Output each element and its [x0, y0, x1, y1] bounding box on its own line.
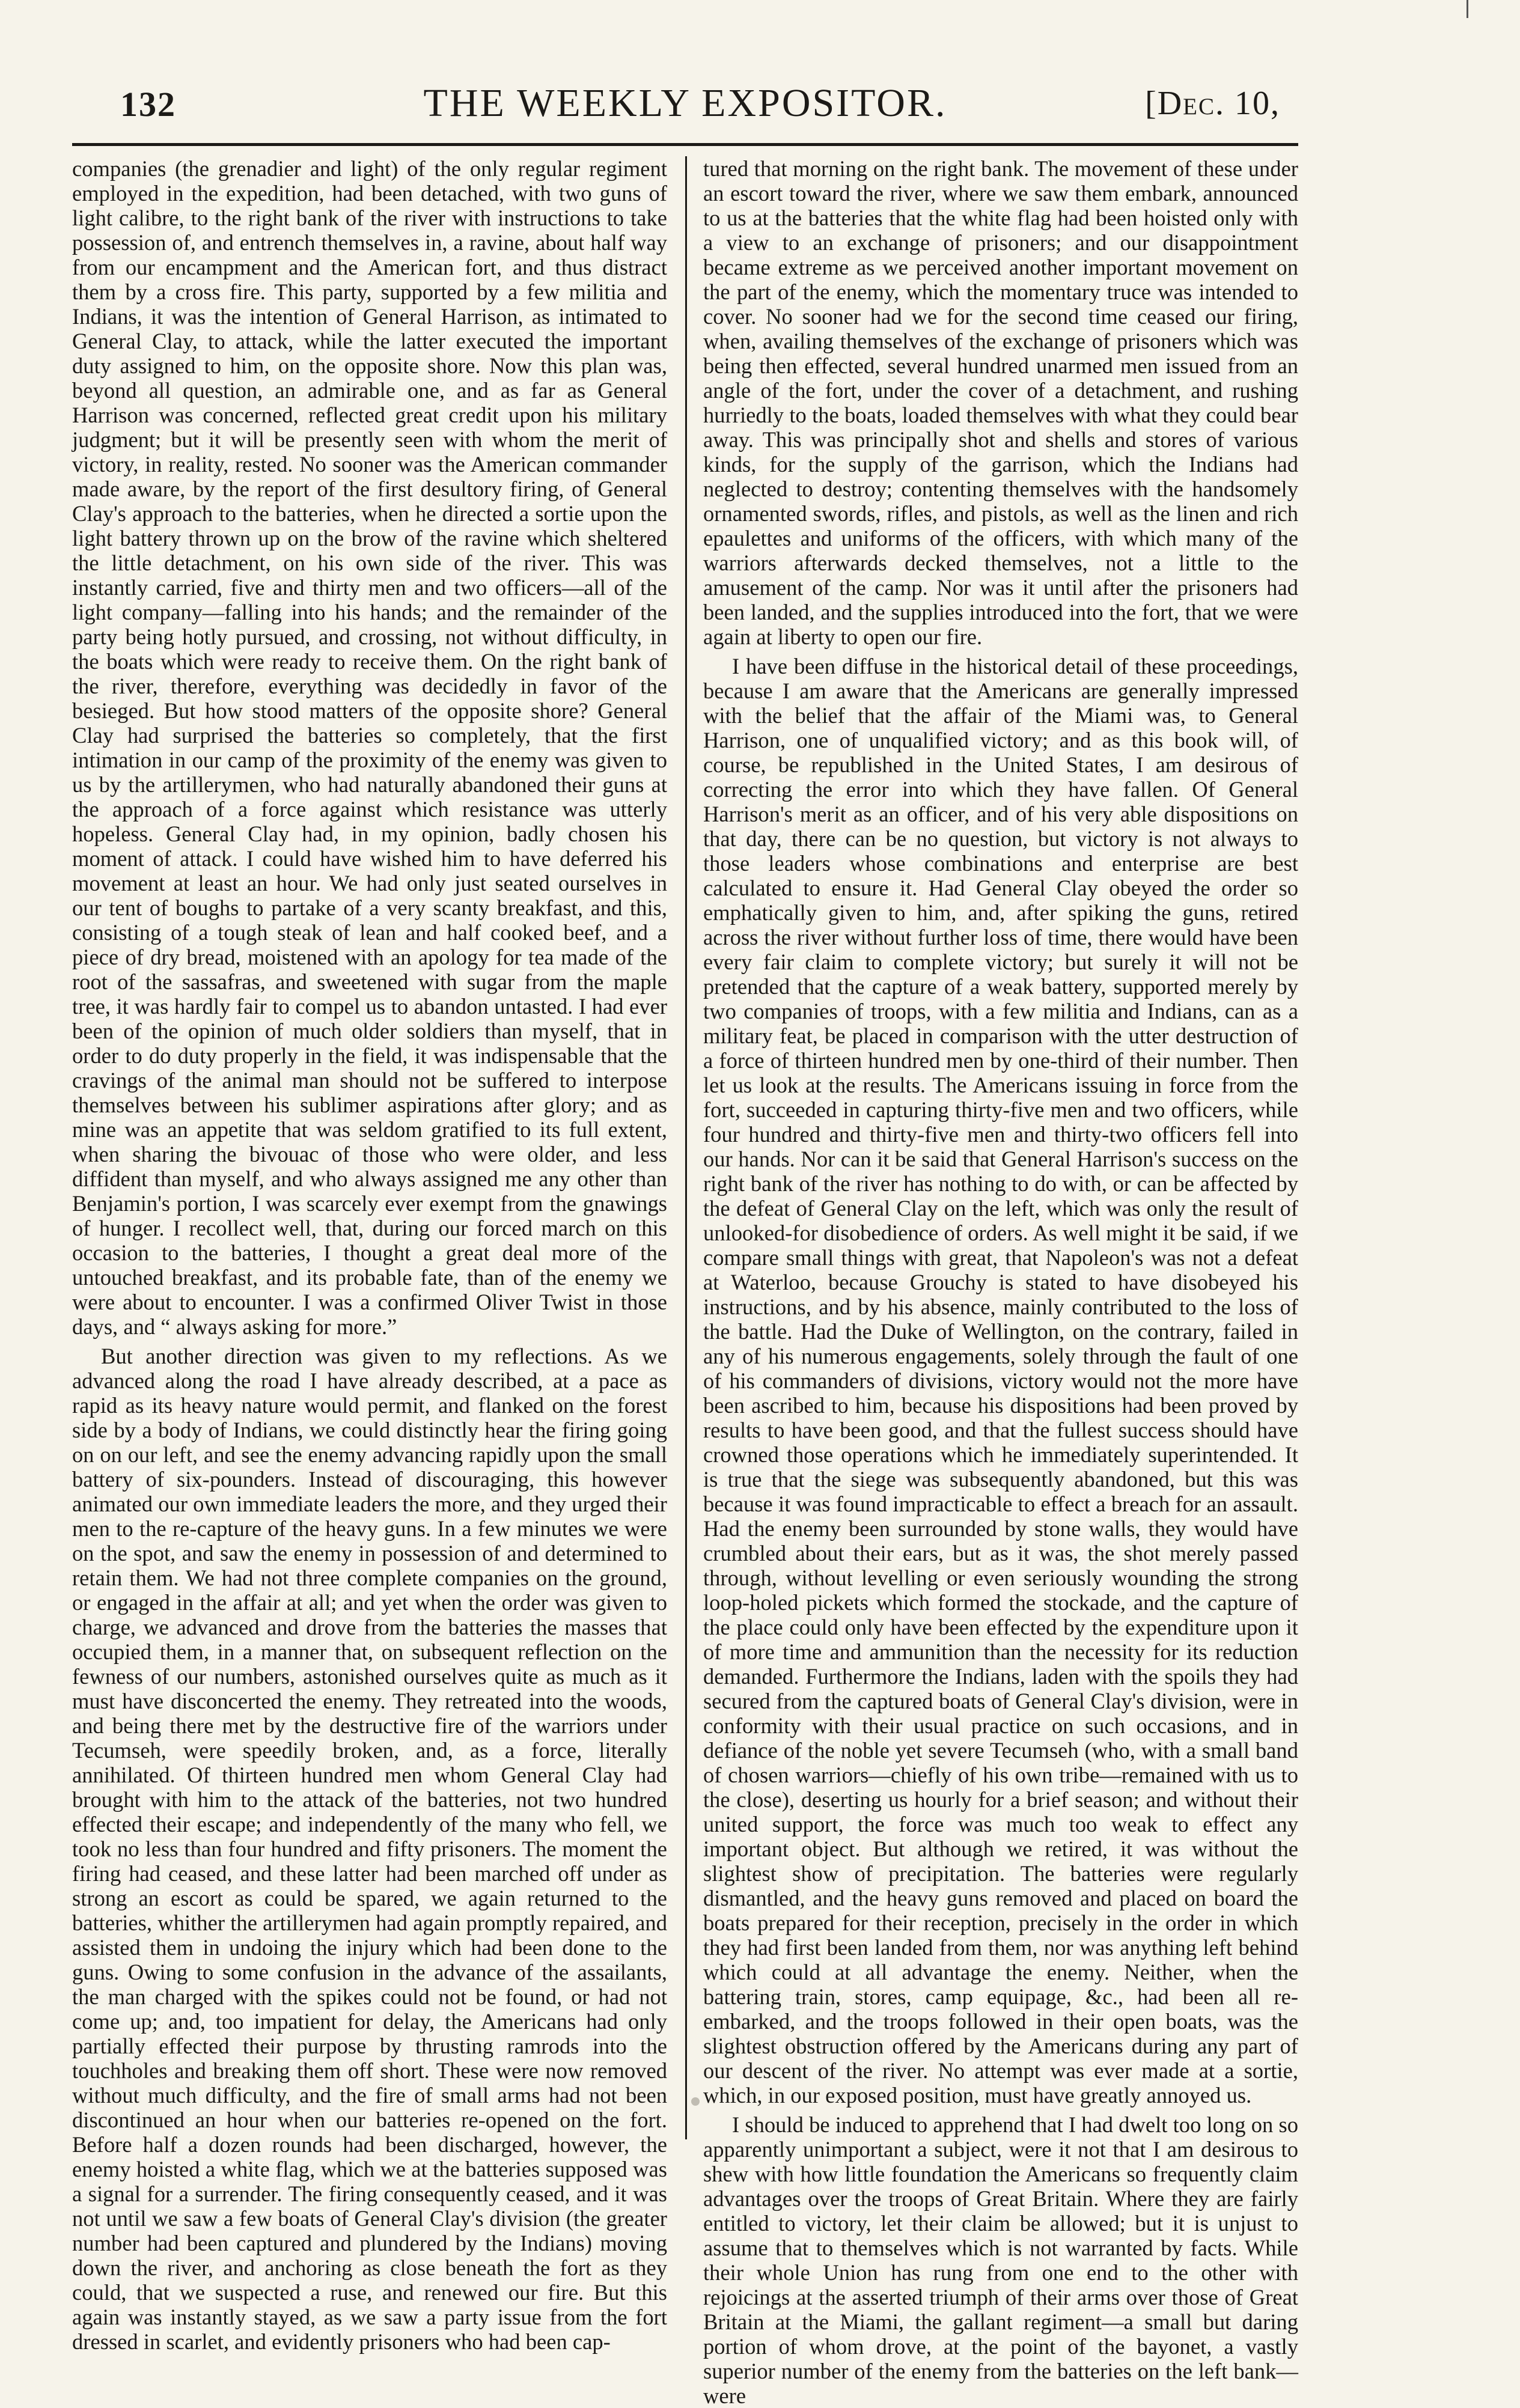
- paper-speck: [691, 2097, 700, 2106]
- paragraph: companies (the grenadier and light) of the only regular regiment employed in the expedition, had been detached, with two guns of light calibre, to the right bank of the river with instructions to take possession of, and entrench themselves in, a ravine, about half way from our encampment and the American fort, and thus distract them by a cross fire. This party, supported by a few militia and Indians, it was the intention of General Harrison, as intimated to General Clay, to attack, while the latter executed the important duty assigned to him, on the opposite shore. Now this plan was, beyond all question, an admirable one, and as far as General Harrison was concerned, reflected great credit upon his military judgment; but it will be presently seen with whom the merit of victory, in reality, rested. No sooner was the American commander made aware, by the report of the first desultory firing, of General Clay's approach to the batteries, when he directed a sortie upon the light battery thrown up on the brow of the ravine which sheltered the little detachment, on his own side of the river. This was instantly carried, five and thirty men and two officers—all of the light company—falling into his hands; and the remainder of the party being hotly pursued, and crossing, not without difficulty, in the boats which were ready to receive them. On the right bank of the river, therefore, everything was decidedly in favor of the besieged. But how stood matters of the opposite shore? General Clay had surprised the batteries so completely, that the first intimation in our camp of the proximity of the enemy was given to us by the artillerymen, who had naturally abandoned their guns at the approach of a force against which resistance was utterly hopeless. General Clay had, in my opinion, badly chosen his moment of attack. I could have wished him to have deferred his movement at least an hour. We had only just seated ourselves in our tent of boughs to partake of a very scanty breakfast, and this, consisting of a tough steak of lean and half cooked beef, and a piece of dry bread, moistened with an apology for tea made of the root of the sassafras, and sweetened with sugar from the maple tree, it was hardly fair to compel us to abandon untasted. I had ever been of the opinion of much older soldiers than myself, that in order to do duty properly in the field, it was indispensable that the cravings of the animal man should not be suffered to interpose themselves between his sublimer aspirations after glory; and as mine was an appetite that was seldom gratified to its full extent, when sharing the bivouac of those who were older, and less diffident than myself, and who always assigned me any other than Benjamin's portion, I was scarcely ever exempt from the gnawings of hunger. I recollect well, that, during our forced march on this occasion to the batteries, I thought a great deal more of the untouched breakfast, and its probable fate, than of the enemy we were about to encounter. I was a confirmed Oliver Twist in those days, and “ always asking for more.”: [72, 156, 667, 1339]
- header-rule: [72, 143, 1298, 146]
- page-header: [72, 72, 1298, 138]
- issue-date: [Dec. 10,: [1145, 85, 1280, 122]
- right-column: [703, 156, 1298, 2408]
- paragraph: tured that morning on the right bank. The movement of these under an escort toward the river, where we saw them embark, announced to us at the batteries that the white flag had been hoisted only with a view to an exchange of prisoners; and our disappointment became extreme as we perceived another important movement on the part of the enemy, which the momentary truce was intended to cover. No sooner had we for the second time ceased our firing, when, availing themselves of the exchange of prisoners which was being then effected, several hundred unarmed men issued from an angle of the fort, under the cover of a detachment, and rushing hurriedly to the boats, loaded themselves with what they could bear away. This was principally shot and shells and stores of various kinds, for the supply of the garrison, which the Indians had neglected to destroy; contenting themselves with the handsomely ornamented swords, rifles, and pistols, as well as the linen and rich epaulettes and uniforms of the officers, with which many of the warriors afterwards decked themselves, not a little to the amusement of the camp. Nor was it until after the prisoners had been landed, and the supplies introduced into the fort, that we were again at liberty to open our fire.: [703, 156, 1298, 649]
- page-number: 132: [120, 85, 176, 124]
- paragraph: But another direction was given to my reflections. As we advanced along the road I have already described, at a pace as rapid as its heavy nature would permit, and flanked on the forest side by a body of Indians, we could distinctly hear the firing going on on our left, and see the enemy advancing rapidly upon the small battery of six-pounders. Instead of discouraging, this however animated our own immediate leaders the more, and they urged their men to the re-capture of the heavy guns. In a few minutes we were on the spot, and saw the enemy in possession of and determined to retain them. We had not three complete companies on the ground, or engaged in the affair at all; and yet when the order was given to charge, we advanced and drove from the batteries the masses that occupied them, in a manner that, on subsequent reflection on the fewness of our numbers, astonished ourselves quite as much as it must have disconcerted the enemy. They retreated into the woods, and being there met by the destructive fire of the warriors under Tecumseh, were speedily broken, and, as a force, literally annihilated. Of thirteen hundred men whom General Clay had brought with him to the attack of the batteries, not two hundred effected their escape; and independently of the many who fell, we took no less than four hundred and fifty prisoners. The moment the firing had ceased, and these latter had been marched off under as strong an escort as could be spared, we again returned to the batteries, whither the artillerymen had again promptly repaired, and assisted them in undoing the injury which had been done to the guns. Owing to some confusion in the advance of the assailants, the man charged with the spikes could not be found, or had not come up; and, too impatient for delay, the Americans had only partially effected their purpose by thrusting ramrods into the touchholes and breaking them off short. These were now removed without much difficulty, and the fire of small arms had not been discontinued an hour when our batteries re-opened on the fort. Before half a dozen rounds had been discharged, however, the enemy hoisted a white flag, which we at the batteries supposed was a signal for a surrender. The firing consequently ceased, and it was not until we saw a few boats of General Clay's division (the greater number had been captured and plundered by the Indians) moving down the river, and anchoring as close beneath the fort as they could, that we suspected a ruse, and renewed our fire. But this again was instantly stayed, as we saw a party issue from the fort dressed in scarlet, and evidently prisoners who had been cap-: [72, 1344, 667, 2354]
- scan-mark: [1467, 0, 1468, 18]
- paragraph: I have been diffuse in the historical detail of these proceedings, because I am aware that the Americans are generally impressed with the belief that the affair of the Miami was, to General Harrison, one of unqualified victory; and as this book will, of course, be republished in the United States, I am desirous of correcting the error into which they have fallen. Of General Harrison's merit as an officer, and of his very able dispositions on that day, there can be no question, but victory is not always to those leaders whose combinations and enterprise are best calculated to ensure it. Had General Clay obeyed the order so emphatically given to him, and, after spiking the guns, retired across the river without further loss of time, there would have been every fair claim to complete victory; but surely it will not be pretended that the capture of a weak battery, supported merely by two companies of troops, with a few militia and Indians, can as a military feat, be placed in comparison with the utter destruction of a force of thirteen hundred men by one-third of their number. Then let us look at the results. The Americans issuing in force from the fort, succeeded in capturing thirty-five men and two officers, while four hundred and thirty-five men and thirty-two officers fell into our hands. Nor can it be said that General Harrison's success on the right bank of the river has nothing to do with, or can be affected by the defeat of General Clay on the left, which was only the result of unlooked-for disobedience of orders. As well might it be said, if we compare small things with great, that Napoleon's was not a defeat at Waterloo, because Grouchy is stated to have disobeyed his instructions, and by his absence, mainly contributed to the loss of the battle. Had the Duke of Wellington, on the contrary, failed in any of his numerous engagements, solely through the fault of one of his commanders of divisions, victory would not the more have been ascribed to him, because his dispositions had been proved by results to have been good, and that the fullest success should have crowned those operations which he immediately superintended. It is true that the siege was subsequently abandoned, but this was because it was found impracticable to effect a breach for an assault. Had the enemy been surrounded by stone walls, they would have crumbled about their ears, but as it was, the shot merely passed through, without levelling or even seriously wounding the strong loop-holed pickets which formed the stockade, and the capture of the place could only have been effected by the expenditure upon it of more time and ammunition than the necessity for its reduction demanded. Furthermore the Indians, laden with the spoils they had secured from the captured boats of General Clay's division, were in conformity with their usual practice on such occasions, and in defiance of the noble yet severe Tecumseh (who, with a small band of chosen warriors—chiefly of his own tribe—remained with us to the close), deserting us hourly for a brief season; and without their united support, the force was much too weak to effect any important object. But although we retired, it was without the slightest show of precipitation. The batteries were regularly dismantled, and the heavy guns removed and placed on board the boats prepared for their reception, precisely in the order in which they had first been landed from them, nor was anything left behind which could at all advantage the enemy. Neither, when the battering train, stores, camp equipage, &c., had been all re-embarked, and the troops followed in their open boats, was the slightest obstruction offered by the Americans during any part of our descent of the river. No attempt was ever made at a sortie, which, in our exposed position, must have greatly annoyed us.: [703, 654, 1298, 2108]
- journal-title: THE WEEKLY EXPOSITOR.: [423, 81, 947, 125]
- paragraph: I should be induced to apprehend that I had dwelt too long on so apparently unimportant a subject, were it not that I am desirous to shew with how little foundation the Americans so frequently claim advantages over the troops of Great Britain. Where they are fairly entitled to victory, let their claim be allowed; but it is unjust to assume that to themselves which is not warranted by facts. While their whole Union has rung from one end to the other with rejoicings at the asserted triumph of their arms over those of Great Britain at the Miami, the gallant regiment—a small but daring portion of whom drove, at the point of the bayonet, a vastly superior number of the enemy from the batteries on the left bank—were: [703, 2112, 1298, 2408]
- column-rule: [685, 156, 687, 2139]
- newspaper-page: [72, 72, 1298, 2408]
- left-column: [72, 156, 667, 2354]
